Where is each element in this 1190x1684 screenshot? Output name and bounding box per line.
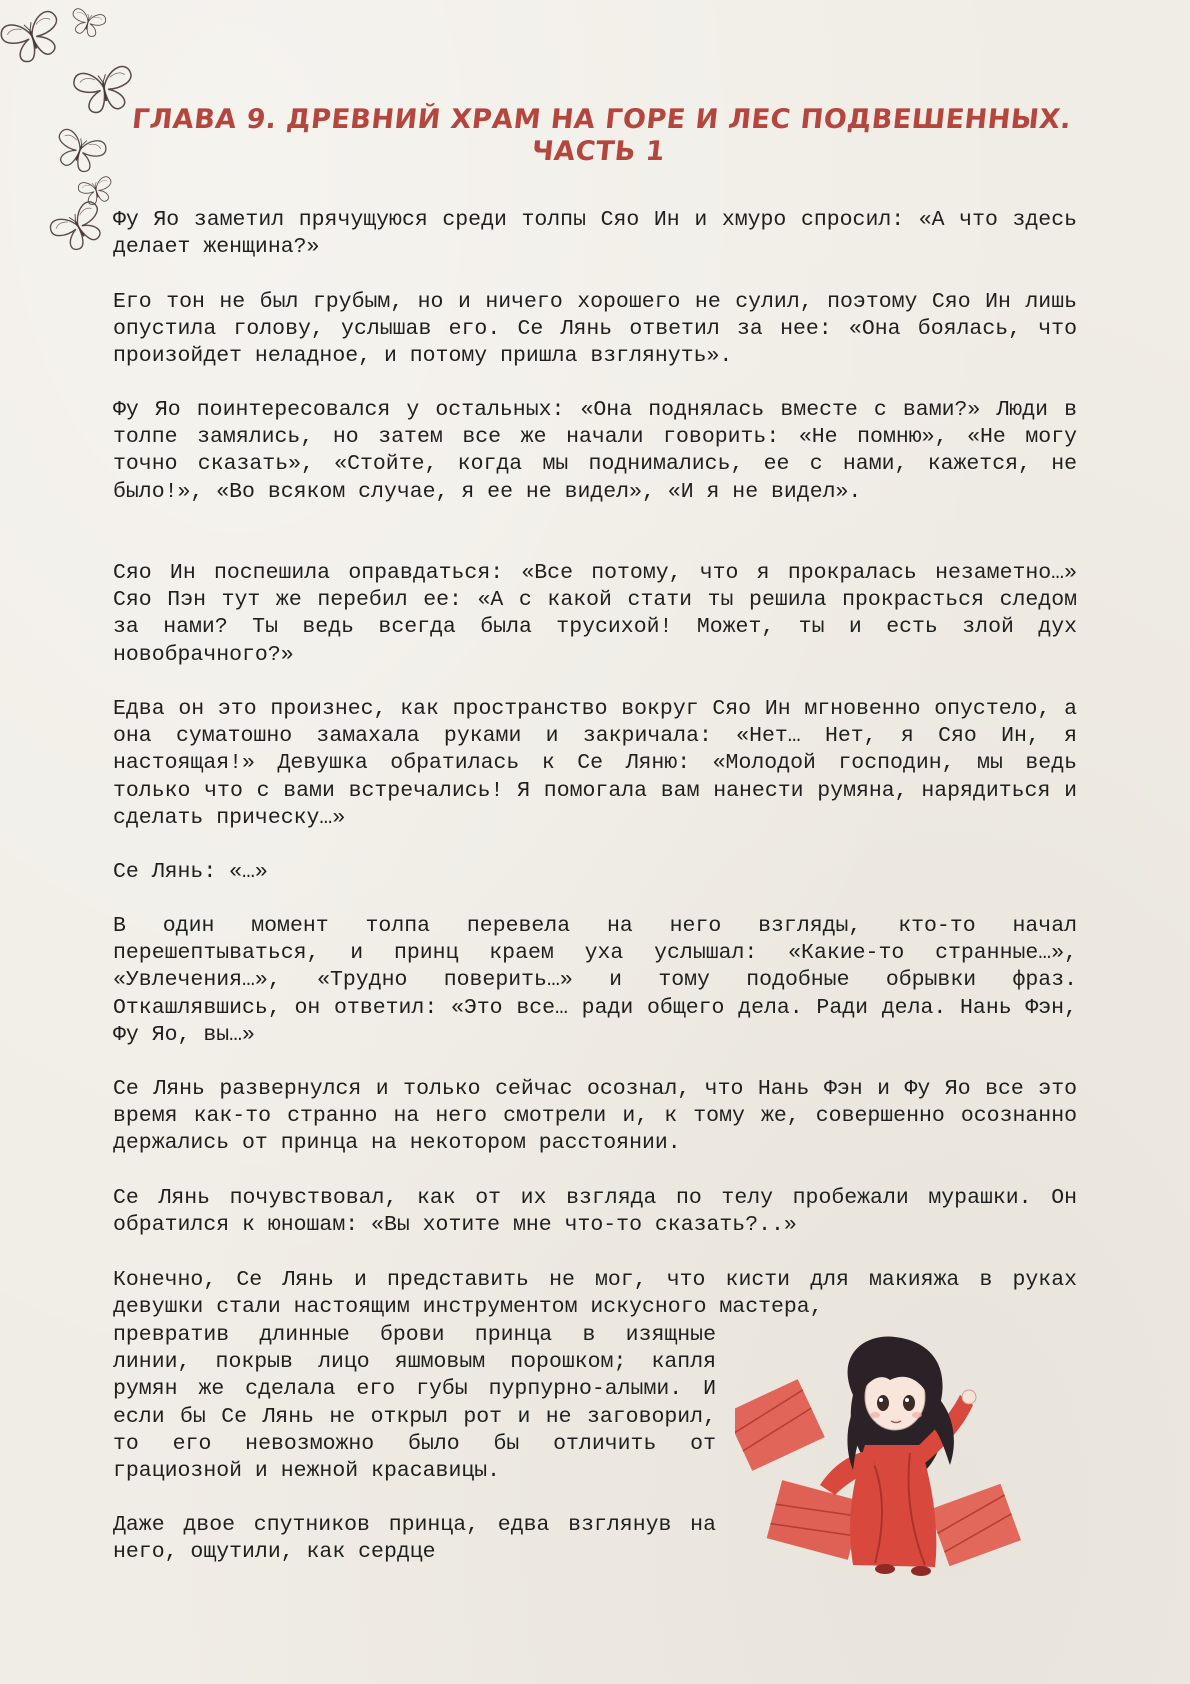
chapter-title <box>107 104 1094 168</box>
chapter-title-line-1: ГЛАВА 9. ДРЕВНИЙ ХРАМ НА ГОРЕ И ЛЕС ПОДВЕШЕННЫХ. <box>130 104 1073 135</box>
red-cloth-left <box>735 1379 825 1471</box>
paragraph-2: Его тон не был грубым, но и ничего хорошего не сулил, поэтому Сяо Ин лишь опустила голову, услышав его. Се Лянь ответил за нее: «Она боялась, что произойдет неладное, и потому пришла взглянуть». <box>113 290 1077 369</box>
red-cloth-bottom-right <box>929 1484 1021 1566</box>
red-cloth-bottom-left <box>767 1480 864 1560</box>
paragraph-9: Се Лянь почувствовал, как от их взгляда по телу пробежали мурашки. Он обратился к юношам: «Вы хотите мне что-то сказать?..» <box>113 1186 1077 1238</box>
paragraph-1: Фу Яо заметил прячущуюся среди толпы Сяо Ин и хмуро спросил: «А что здесь делает женщина?» <box>113 208 1077 260</box>
chibi-girl-illustration <box>735 1335 1045 1585</box>
paragraph-4: Сяо Ин поспешила оправдаться: «Все потому, что я прокралась незаметно…» Сяо Пэн тут же перебил ее: «А с какой стати ты решила прокрасться следом за нами? Ты ведь всегда была трусихой! Может, ты и есть злой дух новобрачного?» <box>113 561 1077 667</box>
paragraph-10: Конечно, Се Лянь и представить не мог, что кисти для макияжа в руках девушки стали настоящим инструментом искусного мастера, <box>113 1268 1077 1320</box>
paragraph-8: Се Лянь развернулся и только сейчас осознал, что Нань Фэн и Фу Яо все это время как-то странно на него смотрели и, к тому же, совершенно осознанно держались от принца на некотором расстоянии. <box>113 1077 1077 1156</box>
butterfly-icon <box>48 199 111 257</box>
paragraph-11: превратив длинные брови принца в изящные линии, покрыв лицо яшмовым порошком; капля румян же сделала его губы пурпурно-алыми. И если бы Се Лянь не открыл рот и не заговорил, то его невозможно было бы отличить от грациозной и нежной красавицы. <box>113 1323 716 1484</box>
butterfly-icon <box>0 9 67 67</box>
butterfly-icon <box>68 8 106 40</box>
butterfly-icon <box>77 176 115 208</box>
paragraph-3: Фу Яо поинтересовался у остальных: «Она поднялась вместе с вами?» Люди в толпе замялись, но затем все же начали говорить: «Не помню», «Не могу точно сказать», «Стойте, когда мы поднимались, ее с нами, кажется, не было!», «Во всяком случае, я ее не видел», «И я не видел». <box>113 398 1077 504</box>
paragraph-6: Се Лянь: «…» <box>113 860 268 884</box>
paragraph-7: В один момент толпа перевела на него взгляды, кто-то начал перешептываться, и принц краем уха услышал: «Какие-то странные…», «Увлечения…», «Трудно поверить…» и тому подобные обрывки фраз. Откашлявшись, он ответил: «Это все… ради общего дела. Ради дела. Нань Фэн, Фу Яо, вы…» <box>113 914 1077 1047</box>
paragraph-5: Едва он это произнес, как пространство вокруг Сяо Ин мгновенно опустело, а она суматошно замахала руками и закричала: «Нет… Нет, я Сяо Ин, я настоящая!» Девушка обратилась к Се Ляню: «Молодой господин, мы ведь только что с вами встречались! Я помогала вам нанести румяна, нарядиться и сделать прическу…» <box>113 697 1077 830</box>
butterfly-icon <box>51 127 109 176</box>
paragraph-12: Даже двое спутников принца, едва взглянув на него, ощутили, как сердце <box>113 1513 716 1565</box>
chapter-title-line-2: ЧАСТЬ 1 <box>530 136 667 167</box>
